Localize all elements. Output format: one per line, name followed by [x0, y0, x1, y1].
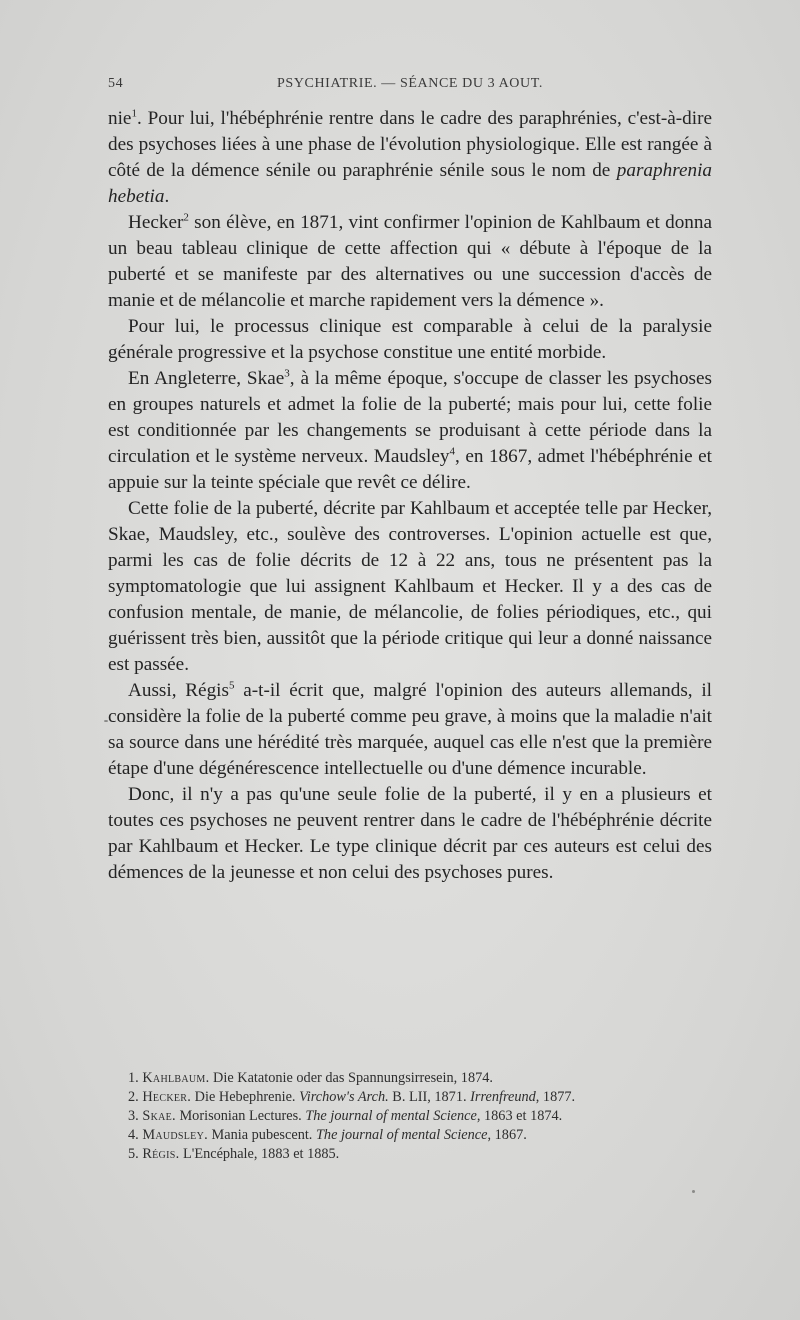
- footnote-text: B. LII, 1871.: [388, 1089, 471, 1105]
- footnote-author: Maudsley.: [142, 1127, 208, 1143]
- footnote-2: [108, 1088, 712, 1107]
- footnote-ref: 5: [228, 679, 235, 692]
- footnote-4: [108, 1126, 712, 1145]
- running-head: [108, 74, 712, 98]
- footnote-ref: 3: [284, 367, 290, 380]
- text-run: Cette folie de la puberté, décrite par Kahlbaum et acceptée telle par Hecker, Skae, Maudsley, etc., soulève des controverses. L'opinion actuelle est que, parmi les cas de folie décrits de 12 à 22 ans, tous ne présentent pas la symptomatologie que lui assignent Kahlbaum et Hecker. Il y a des cas de confusion mentale, de manie, de mélancolie, de folies périodiques, etc., qui guérissent très bien, aussitôt que la période critique qui leur a donné naissance est passée.: [108, 498, 712, 675]
- footnote-text: , 1877.: [535, 1089, 576, 1105]
- footnote-journal: Irrenfreund: [470, 1089, 536, 1105]
- text-run: Donc, il n'y a pas qu'une seule folie de la puberté, il y en a plusieurs et toutes ces psychoses ne peuvent rentrer dans le cadre de l'hébéphrénie décrite par Kahlbaum et Hecker. Le type clinique décrit par ces auteurs est celui des démences de la jeunesse et non celui des psychoses pures.: [108, 784, 712, 883]
- footnote-author: Kahlbaum.: [142, 1070, 210, 1086]
- footnote-journal: The journal of mental Science: [305, 1108, 477, 1124]
- text-run: son élève, en 1871, vint confirmer l'opinion de Kahlbaum et donna un beau tableau clinique de cette affection qui « débute à l'époque de la puberté et se manifeste par des alternatives ou une succession d'accès de manie et de mélancolie et marche rapidement vers la démence ».: [108, 212, 712, 311]
- footnote-author: Hecker.: [142, 1089, 192, 1105]
- footnote-text: L'Encéphale, 1883 et 1885.: [183, 1146, 340, 1162]
- footnote-text: , 1867.: [487, 1127, 527, 1143]
- text-run: En Angleterre, Skae: [128, 368, 285, 389]
- body-text: [108, 106, 712, 886]
- text-run: Aussi, Régis: [128, 680, 229, 701]
- footnote-journal: Virchow's Arch.: [299, 1089, 389, 1105]
- footnote-number: 1.: [128, 1070, 139, 1086]
- paper-speck: [692, 1190, 695, 1193]
- paragraph-7: [108, 782, 712, 886]
- footnote-author: Skae.: [142, 1108, 176, 1124]
- text-run: .: [164, 186, 170, 207]
- footnote-ref: 4: [449, 445, 455, 458]
- running-title: PSYCHIATRIE. — SÉANCE DU 3 AOUT.: [277, 76, 543, 91]
- footnote-text: Morisonian Lectures.: [179, 1108, 306, 1124]
- footnote-text: Mania pubescent.: [211, 1127, 316, 1143]
- footnote-number: 3.: [128, 1108, 139, 1124]
- page-number: 54: [108, 76, 124, 91]
- paragraph-2: [108, 210, 712, 314]
- paragraph-5: [108, 496, 712, 678]
- footnote-number: 5.: [128, 1146, 139, 1162]
- footnote-text: , 1863 et 1874.: [476, 1108, 563, 1124]
- text-run: , à la même époque, s'occupe de classer les psychoses en groupes naturels et admet la folie de la puberté; mais pour lui, cette folie est conditionnée par les changements se produisant à cette période dans la circulation et le système nerveux. Maudsley: [108, 368, 712, 467]
- footnote-text: Die Hebephrenie.: [194, 1089, 300, 1105]
- footnote-number: 4.: [128, 1127, 139, 1143]
- footnote-ref: 1: [131, 107, 137, 120]
- footnote-ref: 2: [183, 211, 189, 224]
- footnote-journal: The journal of mental Science: [315, 1127, 488, 1143]
- footnote-3: [108, 1107, 712, 1126]
- paragraph-1: [108, 106, 712, 210]
- footnote-text: Die Katatonie oder das Spannungsirresein, 1874.: [213, 1070, 493, 1086]
- footnote-number: 2.: [128, 1089, 139, 1105]
- paper-speck: [104, 720, 108, 722]
- italic-term: paraphrenia hebetia: [108, 160, 712, 207]
- footnote-1: [108, 1069, 712, 1088]
- text-run: a-t-il écrit que, malgré l'opinion des auteurs allemands, il considère la folie de la puberté comme peu grave, à moins que la maladie n'ait sa source dans une hérédité très marquée, auquel cas elle n'est que la première étape d'une dégénérescence intellectuelle ou d'une démence incurable.: [108, 680, 713, 779]
- footnotes: [108, 1069, 712, 1164]
- paragraph-4: [108, 366, 712, 496]
- text-run: , en 1867, admet l'hébéphrénie et appuie sur la teinte spéciale que revêt ce délire.: [108, 446, 712, 493]
- text-run: . Pour lui, l'hébéphrénie rentre dans le cadre des paraphrénies, c'est-à-dire des psychoses liées à une phase de l'évolution physiologique. Elle est rangée à côté de la démence sénile ou paraphrénie sénile sous le nom de: [108, 108, 712, 181]
- paragraph-3: [108, 314, 712, 366]
- footnote-5: [108, 1145, 712, 1164]
- text-run: Hecker: [128, 212, 184, 233]
- text-run: nie: [108, 108, 132, 129]
- footnote-author: Régis.: [142, 1146, 180, 1162]
- paragraph-6: [108, 678, 712, 782]
- text-run: Pour lui, le processus clinique est comparable à celui de la paralysie générale progressive et la psychose constitue une entité morbide.: [108, 316, 712, 363]
